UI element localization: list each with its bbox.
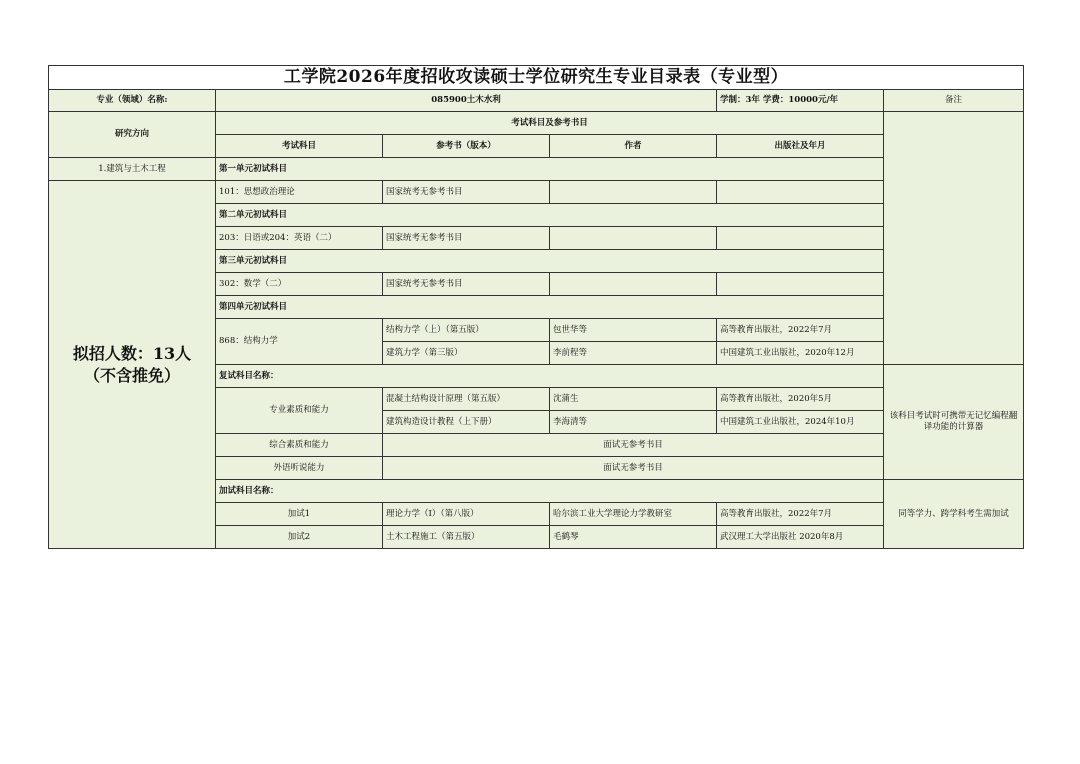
unit3-author	[550, 273, 717, 296]
retest-professional: 专业素质和能力	[216, 388, 383, 434]
unit3-book: 国家统考无参考书目	[383, 273, 550, 296]
retest-foreign: 外语听说能力	[216, 457, 383, 480]
unit4-author-1: 包世华等	[550, 319, 717, 342]
unit4-author-2: 李前程等	[550, 342, 717, 365]
additional-book-1: 理论力学（I）（第八版）	[383, 503, 550, 526]
unit1-author	[550, 181, 717, 204]
duration-fee: 学制：3年 学费：10000元/年	[717, 90, 884, 112]
additional-publisher-1: 高等教育出版社，2022年7月	[717, 503, 884, 526]
unit2-subject: 203：日语或204：英语（二）	[216, 227, 383, 250]
retest-foreign-note: 面试无参考书目	[383, 457, 884, 480]
unit2-title: 第二单元初试科目	[216, 204, 884, 227]
unit4-book-2: 建筑力学（第三版）	[383, 342, 550, 365]
author-header: 作者	[550, 135, 717, 158]
unit4-title: 第四单元初试科目	[216, 296, 884, 319]
retest-title: 复试科目名称：	[216, 365, 884, 388]
unit1-book: 国家统考无参考书目	[383, 181, 550, 204]
additional-publisher-2: 武汉理工大学出版社 2020年8月	[717, 526, 884, 549]
publisher-header: 出版社及年月	[717, 135, 884, 158]
quota-count: 拟招人数：13人	[72, 343, 192, 363]
unit1-publisher	[717, 181, 884, 204]
subject-header: 考试科目	[216, 135, 383, 158]
remarks-header: 备注	[884, 90, 1024, 112]
unit2-author	[550, 227, 717, 250]
unit3-publisher	[717, 273, 884, 296]
reference-book-header: 参考书（版本）	[383, 135, 550, 158]
remarks-cell-initial	[884, 112, 1024, 365]
quota-cell	[49, 181, 216, 549]
unit4-publisher-1: 高等教育出版社，2022年7月	[717, 319, 884, 342]
unit4-publisher-2: 中国建筑工业出版社，2020年12月	[717, 342, 884, 365]
retest-book-2: 建筑构造设计教程（上下册）	[383, 411, 550, 434]
additional-remark: 同等学力、跨学科考生需加试	[884, 480, 1024, 549]
additional-author-1: 哈尔滨工业大学理论力学教研室	[550, 503, 717, 526]
retest-publisher-2: 中国建筑工业出版社，2024年10月	[717, 411, 884, 434]
unit4-subject: 868：结构力学	[216, 319, 383, 365]
research-direction-header: 研究方向	[49, 112, 216, 158]
unit4-book-1: 结构力学（上）（第五版）	[383, 319, 550, 342]
additional-subject-1: 加试1	[216, 503, 383, 526]
quota-note: （不含推免）	[83, 365, 180, 385]
retest-comprehensive-note: 面试无参考书目	[383, 434, 884, 457]
unit1-title: 第一单元初试科目	[216, 158, 884, 181]
unit2-publisher	[717, 227, 884, 250]
unit3-title: 第三单元初试科目	[216, 250, 884, 273]
retest-remark: 该科目考试时可携带无记忆编程翻译功能的计算器	[884, 365, 1024, 480]
major-value: 085900土木水利	[216, 90, 717, 112]
exam-group-header: 考试科目及参考书目	[216, 112, 884, 135]
retest-author-2: 李海清等	[550, 411, 717, 434]
additional-author-2: 毛鹤琴	[550, 526, 717, 549]
research-direction-value: 1.建筑与土木工程	[49, 158, 216, 181]
unit1-subject: 101：思想政治理论	[216, 181, 383, 204]
additional-book-2: 土木工程施工（第五版）	[383, 526, 550, 549]
additional-subject-2: 加试2	[216, 526, 383, 549]
retest-publisher-1: 高等教育出版社，2020年5月	[717, 388, 884, 411]
unit2-book: 国家统考无参考书目	[383, 227, 550, 250]
retest-author-1: 沈蒲生	[550, 388, 717, 411]
major-label: 专业（领域）名称:	[49, 90, 216, 112]
retest-comprehensive: 综合素质和能力	[216, 434, 383, 457]
additional-title: 加试科目名称：	[216, 480, 884, 503]
page-title: 工学院2026年度招收攻读硕士学位研究生专业目录表（专业型）	[49, 66, 1024, 90]
retest-book-1: 混凝土结构设计原理（第五版）	[383, 388, 550, 411]
catalog-table	[48, 65, 1024, 549]
unit3-subject: 302：数学（二）	[216, 273, 383, 296]
